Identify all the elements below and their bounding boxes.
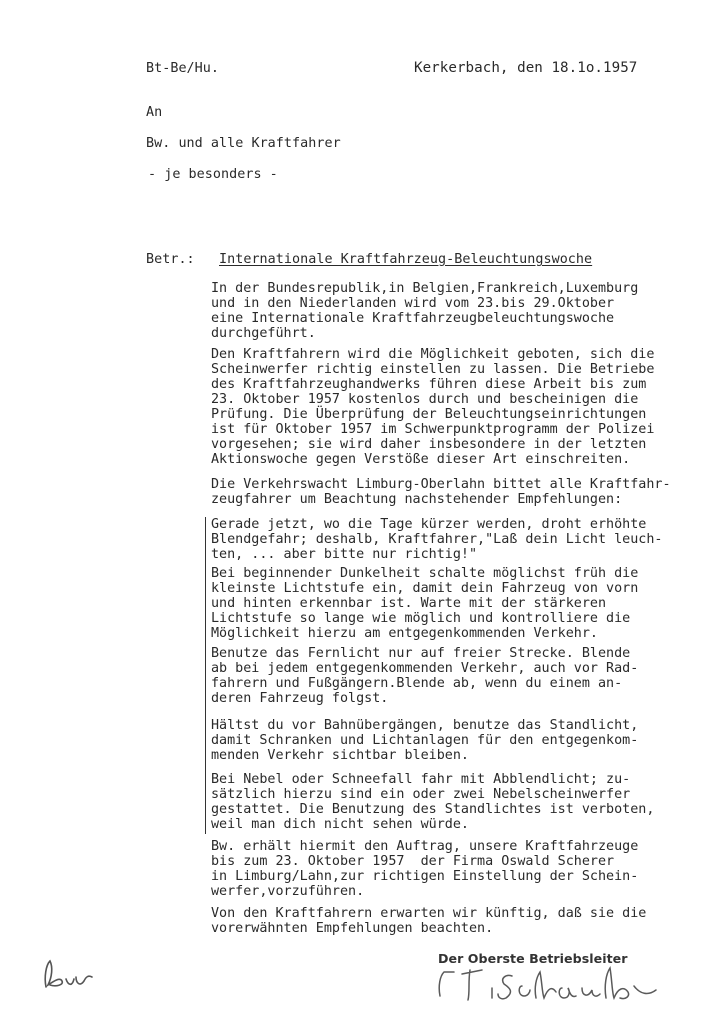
body-line: Prüfung. Die Überprüfung der Beleuchtungseinrichtungen [211,407,647,422]
initials-signature [40,955,130,995]
body-line: Möglichkeit hierzu am entgegenkommenden Verkehr. [211,626,598,641]
body-line: durchgeführt. [211,326,316,341]
body-line: Aktionswoche gegen Verstöße dieser Art einschreiten. [211,452,631,467]
body-line: Scheinwerfer richtig einstellen zu lassen. Die Betriebe [211,362,655,377]
body-paragraph [211,839,701,899]
body-line: Bw. erhält hiermit den Auftrag, unsere Kraftfahrzeuge [211,839,639,854]
closing-stamp: Der Oberste Betriebsleiter [438,951,628,966]
body-line: weil man dich nicht sehen würde. [211,817,469,832]
recipients-note: - je besonders - [148,167,278,182]
body-line: Von den Kraftfahrern erwarten wir künftig, daß sie die [211,906,647,921]
recommendation [211,772,701,832]
body-line: Blendgefahr; deshalb, Kraftfahrer,"Laß dein Licht leuch- [211,532,663,547]
body-line: ten, ... aber bitte nur richtig!" [211,547,478,562]
body-line: Bei Nebel oder Schneefall fahr mit Abblendlicht; zu- [211,772,631,787]
place-date: Kerkerbach, den 18.1o.1957 [414,60,638,76]
body-line: 23. Oktober 1957 kostenlos durch und bescheinigen die [211,392,639,407]
body-line: gestattet. Die Benutzung des Standlichtes ist verboten, [211,802,655,817]
body-paragraph [211,281,701,341]
body-line: Bei beginnender Dunkelheit schalte möglichst früh die [211,566,639,581]
recommendation [211,718,701,763]
body-line: sätzlich hierzu sind ein oder zwei Nebelscheinwerfer [211,787,631,802]
body-line: kleinste Lichtstufe ein, damit dein Fahrzeug von vorn [211,581,639,596]
body-line: bis zum 23. Oktober 1957 der Firma Oswald Scherer [211,854,615,869]
body-line: In der Bundesrepublik,in Belgien,Frankreich,Luxemburg [211,281,639,296]
body-line: Den Kraftfahrern wird die Möglichkeit geboten, sich die [211,347,655,362]
body-paragraph [211,347,701,467]
body-line: eine Internationale Kraftfahrzeugbeleuchtungswoche [211,311,615,326]
recommendation [211,646,701,706]
body-line: damit Schranken und Lichtanlagen für den entgegenkom- [211,733,639,748]
body-line: werfer,vorzuführen. [211,884,365,899]
body-paragraph [211,477,701,507]
body-paragraph [211,906,701,936]
body-line: Gerade jetzt, wo die Tage kürzer werden, droht erhöhte [211,517,647,532]
body-line: und in den Niederlanden wird vom 23.bis 29.Oktober [211,296,615,311]
recommendation [211,566,701,641]
subject-title: Internationale Kraftfahrzeug-Beleuchtungswoche [219,252,593,267]
body-line: zeugfahrer um Beachtung nachstehender Empfehlungen: [211,492,623,507]
body-line: menden Verkehr sichtbar bleiben. [211,748,469,763]
body-line: deren Fahrzeug folgst. [211,691,389,706]
body-line: in Limburg/Lahn,zur richtigen Einstellung der Schein- [211,869,639,884]
body-line: und hinten erkennbar ist. Warte mit der stärkeren [211,596,607,611]
body-line: ist für Oktober 1957 im Schwerpunktprogramm der Polizei [211,422,655,437]
recipients: Bw. und alle Kraftfahrer [146,136,341,151]
body-line: Hältst du vor Bahnübergängen, benutze das Standlicht, [211,718,639,733]
recommendation [211,517,701,562]
body-line: Lichtstufe so lange wie möglich und kontrolliere die [211,611,631,626]
subject-label: Betr.: [146,252,195,267]
body-line: fahrern und Fußgängern.Blende ab, wenn du einem an- [211,676,623,691]
body-line: des Kraftfahrzeughandwerks führen diese Arbeit bis zum [211,377,647,392]
body-line: Die Verkehrswacht Limburg-Oberlahn bittet alle Kraftfahr- [211,477,671,492]
body-line: vorgesehen; sie wird daher insbesondere in der letzten [211,437,647,452]
addressee-label: An [146,105,163,120]
reference-code: Bt-Be/Hu. [146,61,220,76]
body-line: ab bei jedem entgegenkommenden Verkehr, auch vor Rad- [211,661,639,676]
signature [430,958,670,1008]
body-line: Benutze das Fernlicht nur auf freier Strecke. Blende [211,646,631,661]
body-line: vorerwähnten Empfehlungen beachten. [211,921,494,936]
margin-bracket-line [205,517,206,834]
